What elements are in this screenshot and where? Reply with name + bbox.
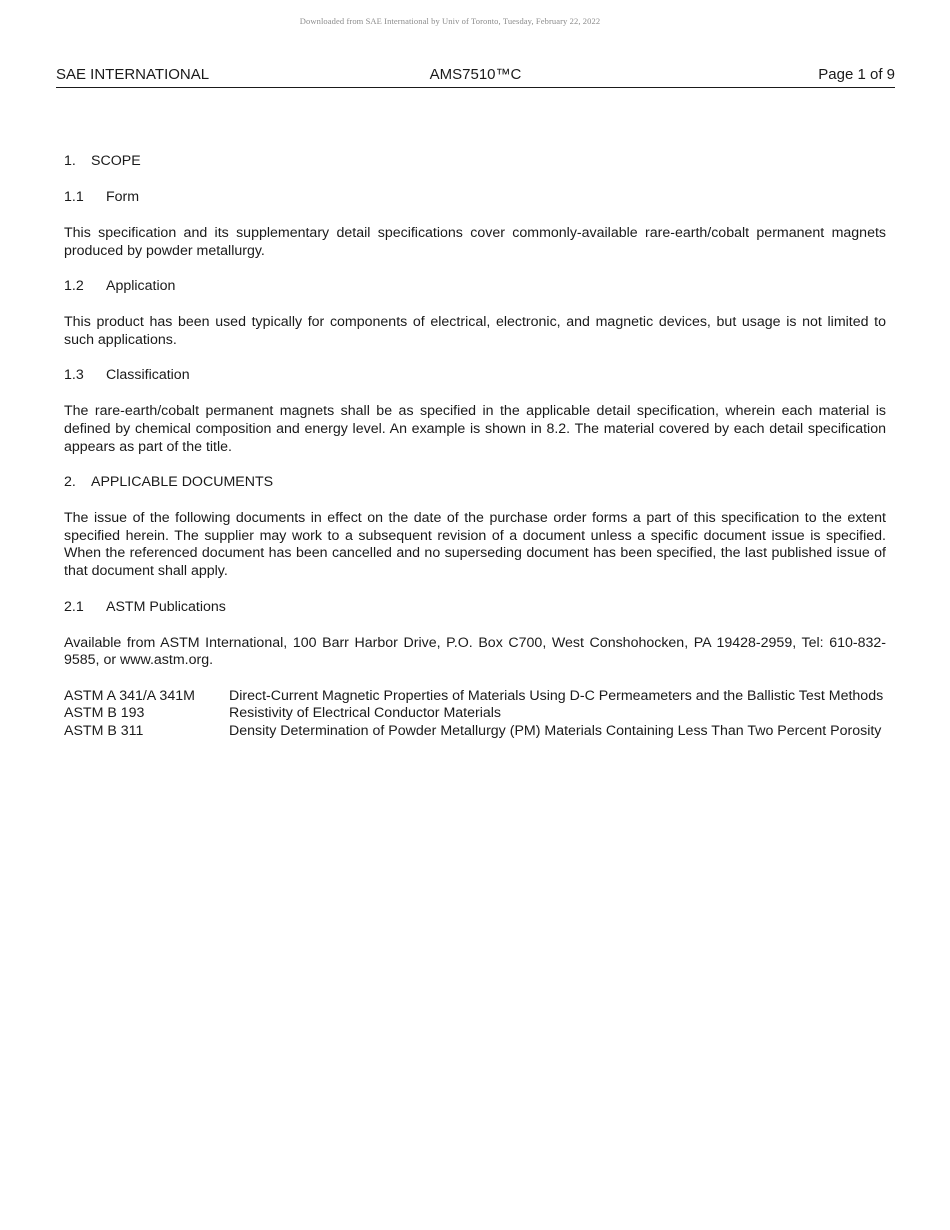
- document-row: [64, 723, 886, 741]
- application-paragraph: This product has been used typically for components of electrical, electronic, and magnetic devices, but usage is not limited to such applications.: [64, 314, 886, 348]
- document-id: ASTM B 311: [64, 722, 144, 739]
- document-row: [64, 688, 886, 706]
- section-number: 2.1: [64, 598, 84, 615]
- document-body: [64, 153, 886, 741]
- document-title: Density Determination of Powder Metallurgy (PM) Materials Containing Less Than Two Percent Porosity: [229, 722, 882, 739]
- astm-document-list: [64, 688, 886, 741]
- document-row: [64, 705, 886, 723]
- section-heading-astm-publications: [64, 599, 886, 617]
- document-id: ASTM A 341/A 341M: [64, 687, 195, 704]
- section-title: Application: [106, 278, 176, 295]
- section-number: 2.: [64, 474, 76, 491]
- download-watermark: Downloaded from SAE International by Univ of Toronto, Tuesday, February 22, 2022: [299, 16, 601, 26]
- section-heading-form: [64, 189, 886, 207]
- section-title: SCOPE: [91, 153, 141, 169]
- section-heading-applicable-documents: [64, 474, 886, 492]
- section-title: Form: [106, 189, 140, 205]
- page-header: [56, 66, 895, 88]
- section-number: 1.3: [64, 367, 84, 384]
- applicable-documents-paragraph: The issue of the following documents in effect on the date of the purchase order forms a part of this specification to the extent specified herein. The supplier may work to a subsequent revision of a document unless a specific document issue is specified. When the referenced document has been cancelled and no superseding document has been specified, the last published issue of that document shall apply.: [64, 510, 886, 579]
- document-id: ASTM B 193: [64, 705, 145, 722]
- section-heading-scope: [64, 153, 886, 171]
- document-title: Direct-Current Magnetic Properties of Materials Using D-C Permeameters and the Ballistic Test Methods: [229, 687, 884, 704]
- section-heading-classification: [64, 367, 886, 385]
- publisher-name: SAE INTERNATIONAL: [56, 66, 210, 83]
- classification-paragraph: The rare-earth/cobalt permanent magnets shall be as specified in the applicable detail specification, wherein each material is defined by chemical composition and energy level. An example is shown in 8.2. The material covered by each detail specification appears as part of the title.: [64, 403, 886, 455]
- document-title: Resistivity of Electrical Conductor Materials: [229, 705, 502, 722]
- section-title: ASTM Publications: [106, 598, 226, 615]
- astm-availability-paragraph: Available from ASTM International, 100 Barr Harbor Drive, P.O. Box C700, West Conshohocken, PA 19428-2959, Tel: 610-832-9585, or www.astm.org.: [64, 634, 886, 669]
- section-title: Classification: [106, 367, 190, 384]
- section-title: APPLICABLE DOCUMENTS: [91, 474, 274, 491]
- page-number: Page 1 of 9: [818, 66, 895, 83]
- section-number: 1.: [64, 153, 76, 169]
- section-number: 1.2: [64, 278, 84, 295]
- section-number: 1.1: [64, 189, 84, 205]
- form-paragraph: This specification and its supplementary detail specifications cover commonly-available rare-earth/cobalt permanent magnets produced by powder metallurgy.: [64, 225, 886, 259]
- document-number: AMS7510™C: [429, 66, 522, 83]
- section-heading-application: [64, 278, 886, 296]
